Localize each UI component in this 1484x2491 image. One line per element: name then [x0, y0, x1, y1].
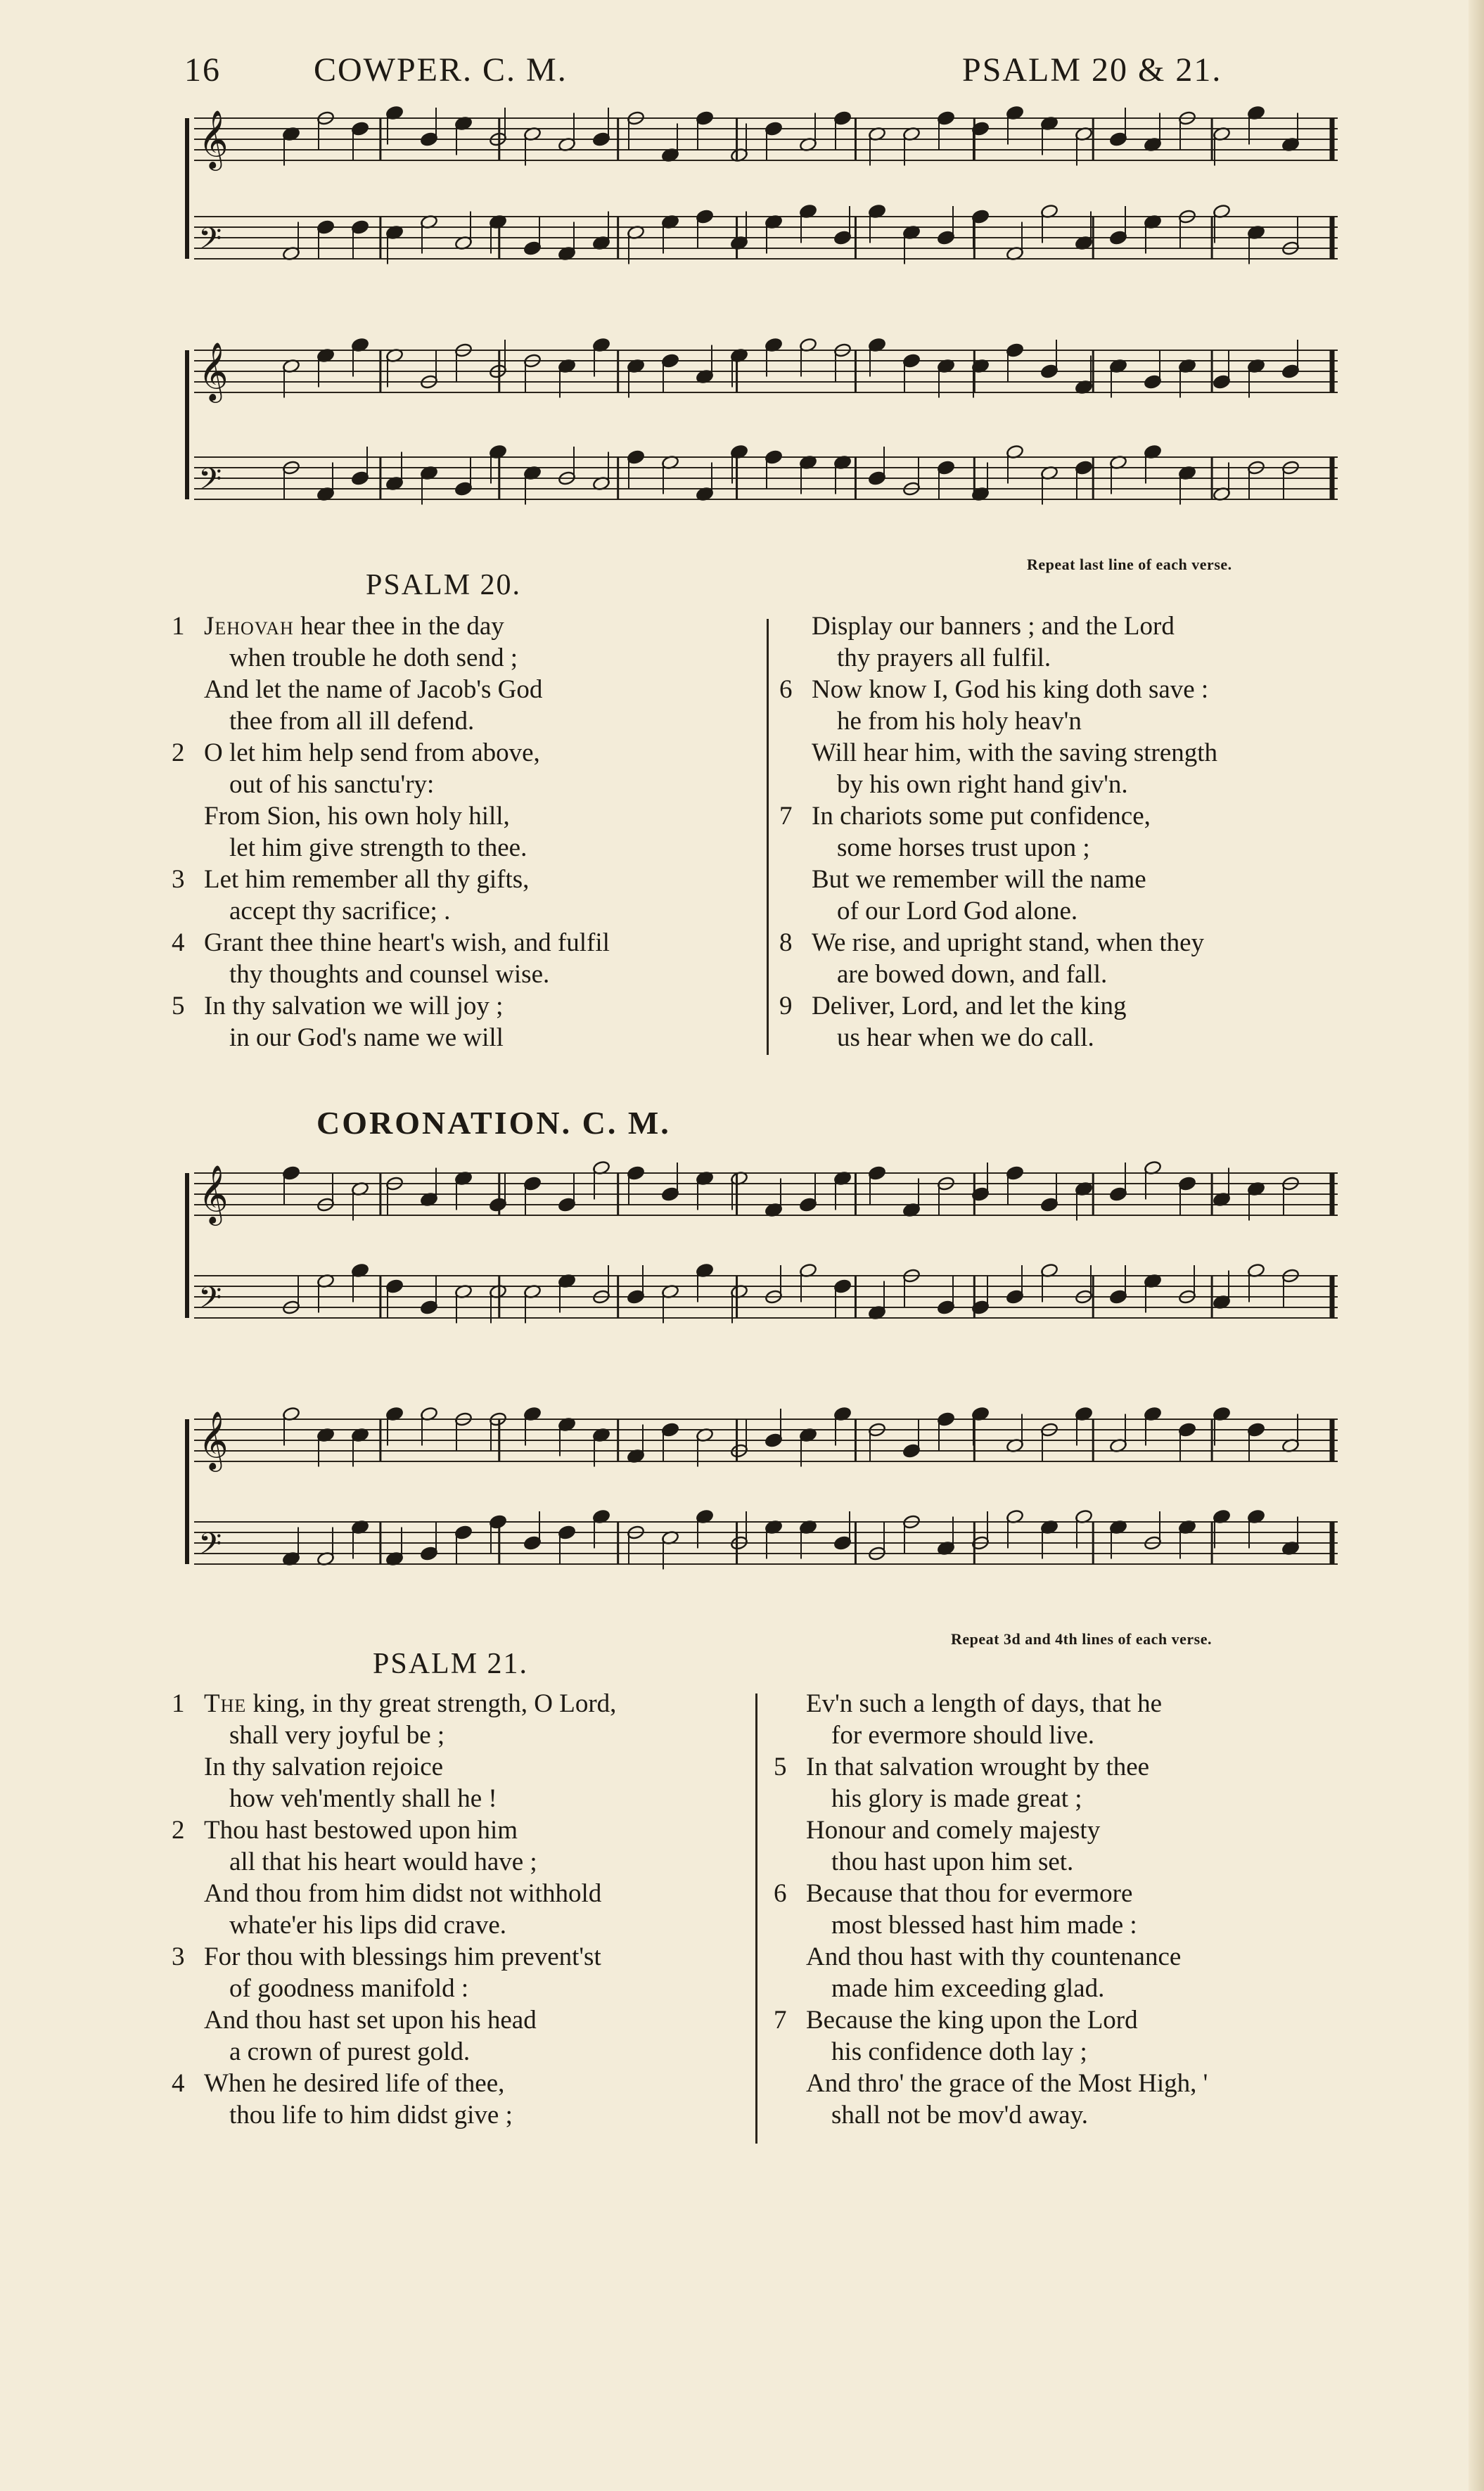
- verse-number: 7: [779, 802, 793, 831]
- verse: [172, 927, 610, 990]
- verse-line: From Sion, his own holy hill,: [204, 802, 510, 831]
- verse-number: 1: [172, 1689, 185, 1718]
- verse-line: all that his heart would have ;: [229, 1848, 537, 1876]
- cowper-repeat-note: Repeat last line of each verse.: [1027, 556, 1232, 573]
- tune-heading: COWPER. C. M.: [314, 51, 568, 89]
- verse-line: [779, 674, 1217, 705]
- verse: [779, 800, 1217, 927]
- verse-text: Because that thou for evermore: [806, 1879, 1133, 1908]
- page-number: 16: [184, 51, 221, 89]
- verse-line: [774, 2004, 1208, 2036]
- coronation-system-1: [184, 1153, 1352, 1364]
- verse-line: when trouble he doth send ;: [229, 643, 518, 672]
- verse-text: Deliver, Lord, and let the king: [812, 992, 1127, 1020]
- bass-clef-icon: 𝄢: [198, 462, 222, 504]
- verse-line: [779, 610, 1217, 642]
- verse-line: [172, 1941, 616, 1973]
- verse-line: [172, 737, 610, 769]
- verse: [779, 610, 1217, 674]
- verse: [172, 1941, 616, 2068]
- verse-number: 2: [172, 1816, 185, 1845]
- verse-line: thee from all ill defend.: [229, 707, 475, 736]
- verse-number: 6: [779, 675, 793, 704]
- verse-line: [172, 2068, 616, 2099]
- verse-line: by his own right hand giv'n.: [837, 770, 1128, 799]
- verse-line: in our God's name we will: [229, 1023, 504, 1052]
- psalm-21-left-column: [172, 1688, 616, 2131]
- verse-line: Honour and comely majesty: [806, 1816, 1101, 1845]
- bass-clef-icon: 𝄢: [198, 222, 222, 264]
- verse-text: Display our banners ; and the Lord: [812, 612, 1175, 641]
- treble-clef-icon: 𝄞: [198, 109, 229, 168]
- psalm-20-right-column: [779, 610, 1217, 1054]
- verse-number: 5: [172, 992, 185, 1020]
- verse-line: [172, 610, 610, 642]
- verse-number: 6: [774, 1879, 787, 1908]
- treble-clef-icon: 𝄞: [198, 341, 229, 400]
- verse: [779, 990, 1217, 1054]
- verse-line: of goodness manifold :: [229, 1974, 469, 2003]
- verse: [172, 610, 610, 737]
- column-divider: [755, 1693, 757, 2144]
- verse: [779, 674, 1217, 800]
- verse-number: 1: [172, 612, 185, 641]
- verse-line: made him exceeding glad.: [831, 1974, 1105, 2003]
- verse-line: shall very joyful be ;: [229, 1721, 445, 1750]
- verse: [774, 1751, 1208, 1878]
- verse-text: king, in thy great strength, O Lord,: [246, 1689, 617, 1718]
- verse-number: 5: [774, 1753, 787, 1781]
- verse-text: We rise, and upright stand, when they: [812, 928, 1205, 957]
- verse-line: shall not be mov'd away.: [831, 2101, 1088, 2130]
- page-edge-shadow: [1469, 0, 1484, 2491]
- verse-number: 7: [774, 2006, 787, 2035]
- verse-line: accept thy sacrifice; .: [229, 897, 451, 926]
- verse-line: for evermore should live.: [831, 1721, 1094, 1750]
- verse-line: thou hast upon him set.: [831, 1848, 1074, 1876]
- verse-line: of our Lord God alone.: [837, 897, 1078, 926]
- verse-number: 2: [172, 738, 185, 767]
- verse-text: Ev'n such a length of days, that he: [806, 1689, 1163, 1718]
- verse-line: out of his sanctu'ry:: [229, 770, 435, 799]
- verse-text: hear thee in the day: [293, 612, 504, 641]
- verse-line: his glory is made great ;: [831, 1784, 1082, 1813]
- verse-line: he from his holy heav'n: [837, 707, 1082, 736]
- verse-line: [774, 1751, 1208, 1783]
- coronation-system-2: [184, 1400, 1352, 1610]
- verse-line: thou life to him didst give ;: [229, 2101, 513, 2130]
- verse-line: [774, 1688, 1208, 1720]
- verse-line: And thro' the grace of the Most High, ': [806, 2069, 1208, 2098]
- verse-text: Grant thee thine heart's wish, and fulfil: [204, 928, 610, 957]
- verse-line: [172, 864, 610, 895]
- verse: [779, 927, 1217, 990]
- verse-first-word: Jehovah: [204, 612, 294, 641]
- verse: [172, 990, 610, 1054]
- verse-line: are bowed down, and fall.: [837, 960, 1108, 989]
- verse-line: [172, 1814, 616, 1846]
- verse: [774, 1878, 1208, 2004]
- verse-text: For thou with blessings him prevent'st: [204, 1942, 601, 1971]
- verse-number: 9: [779, 992, 793, 1020]
- verse-line: whate'er his lips did crave.: [229, 1911, 507, 1940]
- verse-text: Let him remember all thy gifts,: [204, 865, 530, 894]
- verse-text: O let him help send from above,: [204, 738, 540, 767]
- verse-line: [172, 990, 610, 1022]
- verse-line: In thy salvation rejoice: [204, 1753, 444, 1781]
- verse-line: most blessed hast him made :: [831, 1911, 1137, 1940]
- verse-text: Thou hast bestowed upon him: [204, 1816, 518, 1845]
- verse: [172, 1688, 616, 1814]
- verse: [774, 1688, 1208, 1751]
- verse-number: 3: [172, 865, 185, 894]
- verse: [172, 864, 610, 927]
- verse-line: us hear when we do call.: [837, 1023, 1094, 1052]
- verse-line: [172, 1688, 616, 1720]
- verse-line: Will hear him, with the saving strength: [812, 738, 1218, 767]
- verse-line: [779, 990, 1217, 1022]
- verse-line: his confidence doth lay ;: [831, 2037, 1087, 2066]
- verse: [774, 2004, 1208, 2131]
- verse-line: [774, 1878, 1208, 1909]
- psalm-heading: PSALM 20 & 21.: [962, 51, 1222, 89]
- verse-line: And thou hast with thy countenance: [806, 1942, 1182, 1971]
- verse-number: 8: [779, 928, 793, 957]
- verse-number: 4: [172, 928, 185, 957]
- verse-number: 3: [172, 1942, 185, 1971]
- verse-text: Now know I, God his king doth save :: [812, 675, 1209, 704]
- cowper-system-1: [184, 98, 1352, 302]
- verse-text: Because the king upon the Lord: [806, 2006, 1138, 2035]
- column-divider: [767, 619, 769, 1055]
- verse-line: thy thoughts and counsel wise.: [229, 960, 550, 989]
- verse: [172, 2068, 616, 2131]
- bass-clef-icon: 𝄢: [198, 1281, 222, 1323]
- psalm-21-title: PSALM 21.: [373, 1648, 529, 1680]
- verse-line: a crown of purest gold.: [229, 2037, 471, 2066]
- verse-line: [779, 927, 1217, 959]
- verse-line: let him give strength to thee.: [229, 833, 527, 862]
- psalm-20-left-column: [172, 610, 610, 1054]
- verse-line: But we remember will the name: [812, 865, 1146, 894]
- cowper-system-2: [184, 331, 1352, 549]
- psalm-20-title: PSALM 20.: [366, 569, 522, 601]
- verse-line: And thou hast set upon his head: [204, 2006, 537, 2035]
- verse-line: some horses trust upon ;: [837, 833, 1090, 862]
- verse-line: And let the name of Jacob's God: [204, 675, 543, 704]
- verse-text: When he desired life of thee,: [204, 2069, 505, 2098]
- verse-line: [779, 800, 1217, 832]
- verse-line: thy prayers all fulfil.: [837, 643, 1051, 672]
- verse-text: In that salvation wrought by thee: [806, 1753, 1150, 1781]
- verse: [172, 1814, 616, 1941]
- verse: [172, 737, 610, 864]
- bass-clef-icon: 𝄢: [198, 1527, 222, 1569]
- verse-number: 4: [172, 2069, 185, 2098]
- treble-clef-icon: 𝄞: [198, 1164, 229, 1223]
- verse-text: In chariots some put confidence,: [812, 802, 1151, 831]
- verse-text: In thy salvation we will joy ;: [204, 992, 504, 1020]
- coronation-repeat-note: Repeat 3d and 4th lines of each verse.: [951, 1630, 1212, 1648]
- treble-clef-icon: 𝄞: [198, 1410, 229, 1469]
- psalm-21-right-column: [774, 1688, 1208, 2131]
- verse-line: how veh'mently shall he !: [229, 1784, 497, 1813]
- verse-first-word: The: [204, 1689, 247, 1718]
- verse-line: And thou from him didst not withhold: [204, 1879, 602, 1908]
- verse-line: [172, 927, 610, 959]
- coronation-title: CORONATION. C. M.: [316, 1105, 671, 1141]
